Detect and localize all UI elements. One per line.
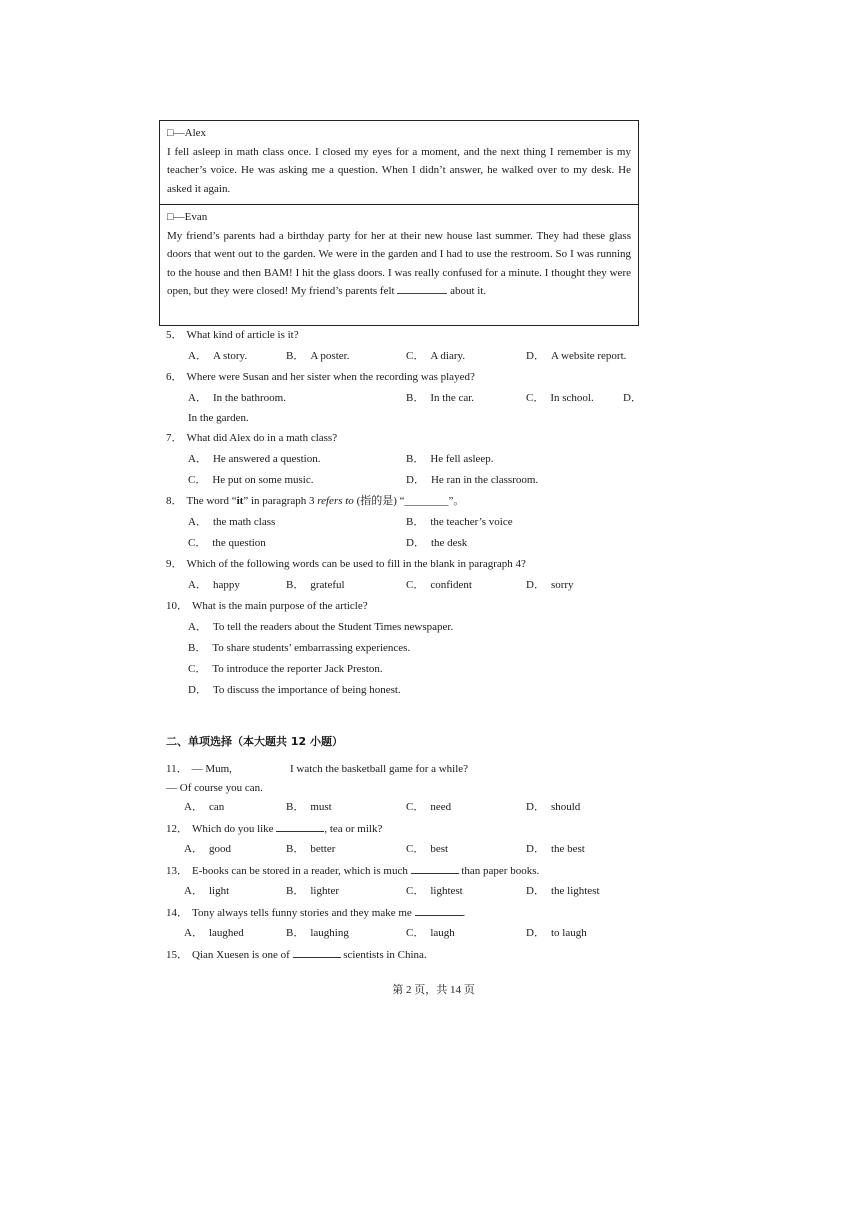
- option-14d[interactable]: D． to laugh: [526, 927, 587, 939]
- question-5: 5． What kind of article is it?: [166, 329, 299, 341]
- option-9b[interactable]: B． grateful: [286, 579, 345, 591]
- question-8: 8． The word “it” in paragraph 3 refers to (指的是) “________”。: [166, 495, 465, 507]
- option-14b[interactable]: B． laughing: [286, 927, 349, 939]
- option-13b[interactable]: B． lighter: [286, 885, 340, 897]
- option-10c[interactable]: C． To introduce the reporter Jack Preston.: [188, 663, 383, 675]
- option-11d[interactable]: D． should: [526, 801, 581, 813]
- section-title: 二、单项选择（本大题共 12 小题）: [166, 735, 343, 748]
- answer-blank: [415, 905, 463, 916]
- option-8d[interactable]: D． the desk: [406, 537, 468, 549]
- option-9c[interactable]: C． confident: [406, 579, 472, 591]
- passage-text-evan-part1: My friend’s parents had a birthday party for her at their new house last summer. They had these glass doors that went out to the garden. We were in the garden and I had to use the restroom. So I was running to the house and then BAM! I hit the glass doors. I was really confused for a minute. I thought they were open, but they were closed! My friend’s parents felt: [167, 229, 631, 297]
- question-10: 10． What is the main purpose of the article?: [166, 600, 368, 612]
- option-10b[interactable]: B． To share students’ embarrassing experiences.: [188, 642, 411, 654]
- question-7: 7． What did Alex do in a math class?: [166, 432, 338, 444]
- option-9d[interactable]: D． sorry: [526, 579, 574, 591]
- option-7b[interactable]: B． He fell asleep.: [406, 453, 494, 465]
- option-11c[interactable]: C． need: [406, 801, 452, 813]
- option-13a[interactable]: A． light: [184, 885, 230, 897]
- option-6a[interactable]: A． In the bathroom.: [188, 392, 286, 404]
- option-6d-letter[interactable]: D．: [623, 392, 642, 404]
- option-6b[interactable]: B． In the car.: [406, 392, 475, 404]
- option-5a[interactable]: A． A story.: [188, 350, 248, 362]
- answer-blank: [293, 947, 341, 958]
- passage-box-alex: [159, 120, 639, 205]
- option-7a[interactable]: A． He answered a question.: [188, 453, 321, 465]
- page-number-footer: 第 2 页，共 14 页: [392, 984, 475, 996]
- option-6d-text[interactable]: In the garden.: [188, 412, 249, 424]
- passage-text-alex: I fell asleep in math class once. I closed my eyes for a moment, and the next thing I remember is my teacher’s voice. He was asking me a question. When I didn’t answer, he walked over to my desk. He asked it again.: [167, 145, 631, 195]
- option-13c[interactable]: C． lightest: [406, 885, 463, 897]
- option-7c[interactable]: C． He put on some music.: [188, 474, 314, 486]
- option-8a[interactable]: A． the math class: [188, 516, 276, 528]
- question-14: 14． Tony always tells funny stories and they make me .: [166, 907, 466, 919]
- option-11a[interactable]: A． can: [184, 801, 225, 813]
- answer-blank: [397, 283, 447, 294]
- passage-text-evan: [167, 227, 631, 301]
- option-13d[interactable]: D． the lightest: [526, 885, 600, 897]
- option-12b[interactable]: B． better: [286, 843, 336, 855]
- answer-blank: [276, 821, 324, 832]
- option-6c[interactable]: C． In school.: [526, 392, 594, 404]
- option-14a[interactable]: A． laughed: [184, 927, 244, 939]
- option-11b[interactable]: B． must: [286, 801, 332, 813]
- question-12: 12． Which do you like , tea or milk?: [166, 823, 383, 835]
- option-12c[interactable]: C． best: [406, 843, 449, 855]
- option-8b[interactable]: B． the teacher’s voice: [406, 516, 513, 528]
- question-11: 11． — Mum,: [166, 763, 232, 775]
- question-13: 13． E-books can be stored in a reader, which is much than paper books.: [166, 865, 540, 877]
- question-11-reply: — Of course you can.: [166, 782, 263, 794]
- question-11-rest: I watch the basketball game for a while?: [290, 763, 469, 775]
- option-9a[interactable]: A． happy: [188, 579, 240, 591]
- passage-author-alex: □—Alex: [167, 127, 207, 139]
- option-5b[interactable]: B． A poster.: [286, 350, 350, 362]
- passage-author-evan: □—Evan: [167, 211, 208, 223]
- option-14c[interactable]: C． laugh: [406, 927, 455, 939]
- question-9: 9． Which of the following words can be used to fill in the blank in paragraph 4?: [166, 558, 526, 570]
- option-12d[interactable]: D． the best: [526, 843, 585, 855]
- passage-box-evan: [159, 204, 639, 326]
- option-5d[interactable]: D． A website report.: [526, 350, 627, 362]
- question-6: 6． Where were Susan and her sister when the recording was played?: [166, 371, 475, 383]
- option-10a[interactable]: A． To tell the readers about the Student Times newspaper.: [188, 621, 454, 633]
- passage-text-evan-part2: about it.: [450, 285, 487, 297]
- option-8c[interactable]: C． the question: [188, 537, 266, 549]
- option-12a[interactable]: A． good: [184, 843, 231, 855]
- option-5c[interactable]: C． A diary.: [406, 350, 466, 362]
- option-10d[interactable]: D． To discuss the importance of being honest.: [188, 684, 401, 696]
- option-7d[interactable]: D． He ran in the classroom.: [406, 474, 539, 486]
- question-15: 15． Qian Xuesen is one of scientists in China.: [166, 949, 427, 961]
- answer-blank: [411, 863, 459, 874]
